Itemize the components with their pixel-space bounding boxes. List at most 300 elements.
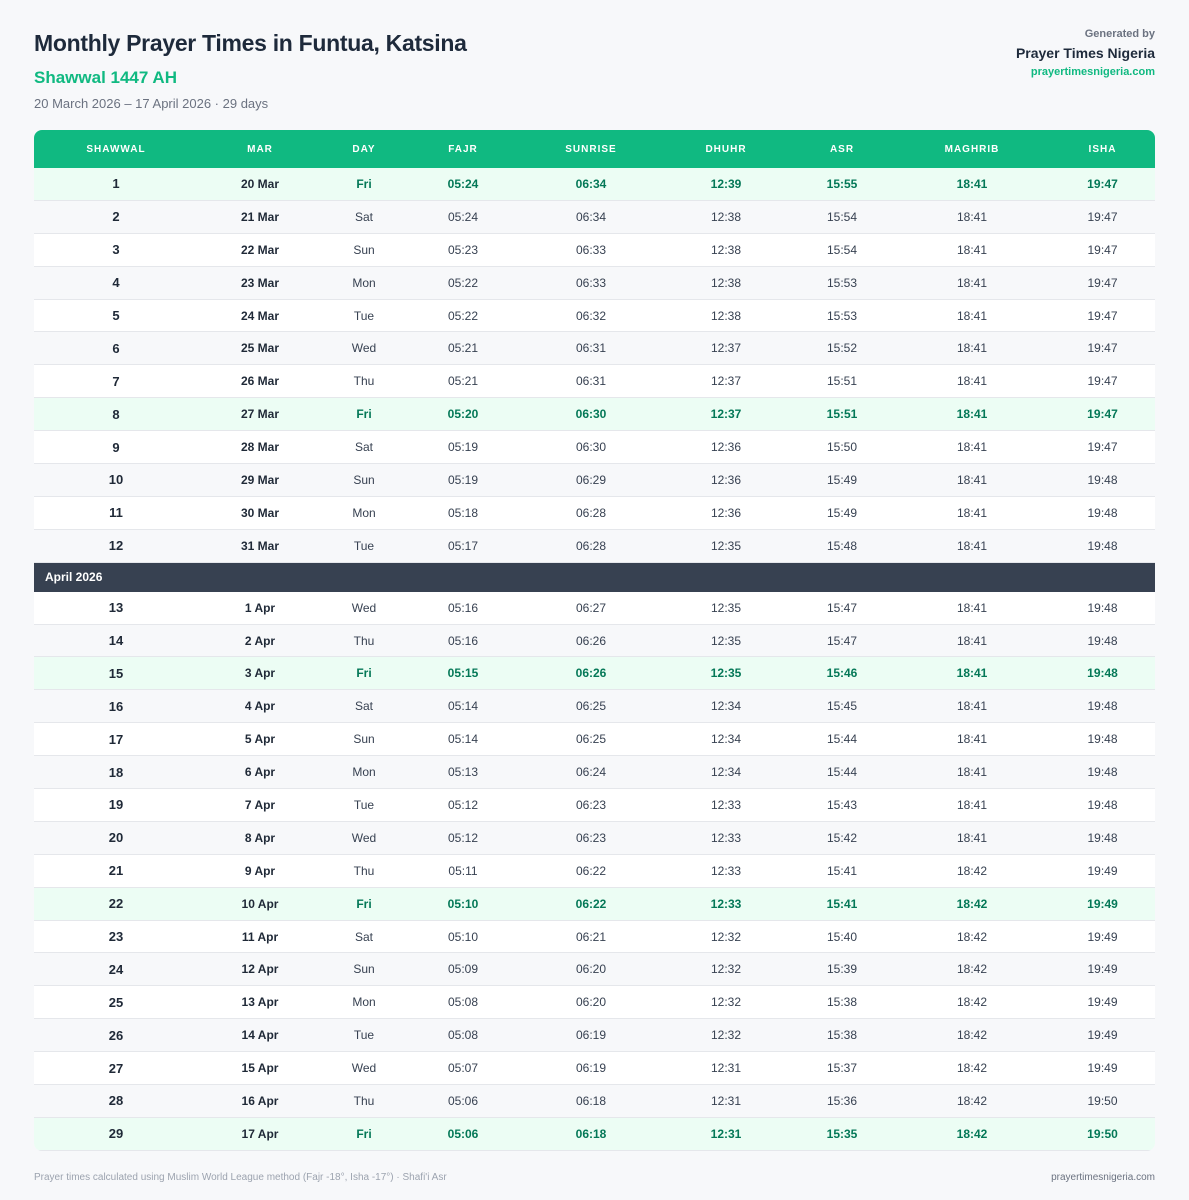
weekday-cell: Thu (353, 1093, 375, 1108)
isha-time-cell: 19:48 (1087, 505, 1118, 520)
shawwal-day-cell: 25 (108, 994, 124, 1010)
dhuhr-time-cell: 12:33 (710, 863, 742, 878)
gregorian-date-cell: 22 Mar (240, 242, 280, 257)
maghrib-time-cell: 18:41 (956, 472, 988, 487)
asr-time-cell: 15:44 (826, 732, 858, 747)
fajr-time-cell: 05:24 (447, 209, 479, 224)
fajr-time-cell: 05:24 (447, 176, 479, 191)
maghrib-time-cell: 18:41 (956, 505, 988, 520)
isha-time-cell: 19:47 (1087, 275, 1118, 290)
weekday-cell: Sat (354, 440, 373, 455)
brand-name: Prayer Times Nigeria (1015, 45, 1155, 61)
table-row (34, 234, 1155, 267)
fajr-time-cell: 05:06 (447, 1093, 479, 1108)
maghrib-time-cell: 18:41 (956, 176, 988, 191)
isha-time-cell: 19:49 (1087, 1061, 1118, 1076)
hijri-month-subtitle: Shawwal 1447 AH (34, 68, 177, 87)
dhuhr-time-cell: 12:36 (710, 440, 742, 455)
table-row (34, 592, 1155, 625)
asr-time-cell: 15:53 (826, 308, 858, 323)
maghrib-time-cell: 18:42 (956, 929, 988, 944)
dhuhr-time-cell: 12:35 (710, 633, 742, 648)
column-header-sunrise: SUNRISE (565, 143, 617, 155)
weekday-cell: Mon (352, 765, 376, 780)
isha-time-cell: 19:47 (1087, 209, 1118, 224)
maghrib-time-cell: 18:42 (956, 1093, 988, 1108)
asr-time-cell: 15:43 (826, 797, 858, 812)
asr-time-cell: 15:36 (826, 1093, 858, 1108)
generated-by-block (1016, 28, 1155, 78)
weekday-cell: Fri (356, 407, 372, 422)
asr-time-cell: 15:41 (826, 896, 858, 911)
gregorian-date-cell: 20 Mar (240, 176, 280, 191)
shawwal-day-cell: 21 (108, 863, 124, 879)
column-header-maghrib: MAGHRIB (944, 143, 1000, 155)
shawwal-day-cell: 5 (112, 308, 120, 323)
asr-time-cell: 15:55 (826, 176, 858, 191)
gregorian-date-cell: 30 Mar (240, 505, 280, 520)
dhuhr-time-cell: 12:37 (710, 407, 742, 422)
dhuhr-time-cell: 12:33 (710, 830, 742, 845)
isha-time-cell: 19:47 (1087, 176, 1118, 191)
table-row (34, 1019, 1155, 1052)
isha-time-cell: 19:48 (1087, 830, 1118, 845)
isha-time-cell: 19:48 (1087, 538, 1118, 553)
dhuhr-time-cell: 12:34 (710, 732, 742, 747)
table-row (34, 168, 1155, 201)
isha-time-cell: 19:48 (1087, 472, 1118, 487)
gregorian-date-cell: 15 Apr (241, 1061, 279, 1076)
isha-time-cell: 19:47 (1087, 440, 1118, 455)
dhuhr-time-cell: 12:35 (710, 538, 742, 553)
table-row (34, 201, 1155, 234)
maghrib-time-cell: 18:41 (956, 797, 988, 812)
fajr-time-cell: 05:11 (448, 863, 478, 878)
weekday-cell: Tue (353, 308, 375, 323)
asr-time-cell: 15:40 (826, 929, 858, 944)
maghrib-time-cell: 18:41 (956, 732, 988, 747)
fajr-time-cell: 05:16 (447, 600, 479, 615)
fajr-time-cell: 05:07 (447, 1061, 479, 1076)
asr-time-cell: 15:54 (826, 209, 858, 224)
dhuhr-time-cell: 12:38 (710, 242, 742, 257)
table-row (34, 986, 1155, 1019)
sunrise-time-cell: 06:30 (575, 407, 607, 422)
gregorian-date-cell: 3 Apr (244, 666, 276, 681)
fajr-time-cell: 05:09 (447, 962, 479, 977)
weekday-cell: Mon (352, 995, 376, 1010)
gregorian-date-cell: 11 Apr (241, 929, 279, 944)
weekday-cell: Sat (354, 209, 373, 224)
weekday-cell: Sun (353, 732, 375, 747)
shawwal-day-cell: 15 (108, 665, 124, 681)
isha-time-cell: 19:50 (1087, 1093, 1118, 1108)
dhuhr-time-cell: 12:33 (710, 896, 742, 911)
asr-time-cell: 15:38 (826, 1028, 858, 1043)
dhuhr-time-cell: 12:33 (710, 797, 742, 812)
shawwal-day-cell: 8 (112, 406, 120, 422)
table-row (34, 723, 1155, 756)
fajr-time-cell: 05:14 (447, 699, 479, 714)
sunrise-time-cell: 06:34 (575, 176, 607, 191)
shawwal-day-cell: 13 (108, 600, 124, 616)
fajr-time-cell: 05:13 (447, 765, 479, 780)
maghrib-time-cell: 18:41 (956, 242, 988, 257)
column-header-asr: ASR (829, 143, 855, 155)
maghrib-time-cell: 18:42 (956, 962, 988, 977)
sunrise-time-cell: 06:26 (575, 666, 607, 681)
asr-time-cell: 15:35 (826, 1126, 858, 1141)
table-row (34, 657, 1155, 690)
brand-url-link[interactable]: prayertimesnigeria.com (1030, 66, 1155, 78)
isha-time-cell: 19:48 (1087, 600, 1118, 615)
fajr-time-cell: 05:19 (447, 440, 479, 455)
footer-url-link[interactable]: prayertimesnigeria.com (1051, 1172, 1155, 1183)
shawwal-day-cell: 14 (108, 633, 124, 649)
gregorian-date-cell: 5 Apr (244, 732, 276, 747)
shawwal-day-cell: 9 (112, 439, 120, 455)
shawwal-day-cell: 2 (112, 209, 120, 225)
page-title: Monthly Prayer Times in Funtua, Katsina (34, 30, 467, 56)
dhuhr-time-cell: 12:32 (710, 995, 742, 1010)
table-row (34, 789, 1155, 822)
asr-time-cell: 15:42 (826, 830, 858, 845)
dhuhr-time-cell: 12:38 (710, 209, 742, 224)
dhuhr-time-cell: 12:32 (710, 962, 742, 977)
shawwal-day-cell: 11 (109, 505, 123, 521)
isha-time-cell: 19:49 (1087, 962, 1118, 977)
dhuhr-time-cell: 12:32 (710, 929, 742, 944)
weekday-cell: Mon (352, 505, 376, 520)
column-header-day: DAY (352, 143, 376, 155)
gregorian-date-cell: 31 Mar (240, 538, 280, 553)
gregorian-date-cell: 23 Mar (240, 275, 280, 290)
table-row (34, 398, 1155, 431)
table-row (34, 464, 1155, 497)
dhuhr-time-cell: 12:32 (710, 1028, 742, 1043)
maghrib-time-cell: 18:41 (956, 633, 988, 648)
shawwal-day-cell: 18 (108, 764, 124, 780)
fajr-time-cell: 05:08 (447, 995, 479, 1010)
isha-time-cell: 19:49 (1087, 995, 1118, 1010)
maghrib-time-cell: 18:41 (956, 600, 988, 615)
shawwal-day-cell: 10 (108, 472, 124, 488)
dhuhr-time-cell: 12:35 (710, 666, 742, 681)
gregorian-date-cell: 2 Apr (244, 633, 276, 648)
table-row (34, 332, 1155, 365)
fajr-time-cell: 05:16 (447, 633, 479, 648)
sunrise-time-cell: 06:30 (575, 440, 607, 455)
shawwal-day-cell: 27 (108, 1060, 124, 1076)
shawwal-day-cell: 29 (108, 1126, 124, 1142)
sunrise-time-cell: 06:18 (575, 1093, 607, 1108)
dhuhr-time-cell: 12:39 (710, 176, 742, 191)
generated-by-label: Generated by (1084, 28, 1155, 40)
table-row (34, 300, 1155, 333)
isha-time-cell: 19:47 (1087, 341, 1118, 356)
gregorian-date-cell: 17 Apr (241, 1126, 279, 1141)
dhuhr-time-cell: 12:31 (710, 1093, 742, 1108)
weekday-cell: Fri (356, 1126, 372, 1141)
asr-time-cell: 15:51 (826, 407, 858, 422)
sunrise-time-cell: 06:25 (575, 732, 607, 747)
shawwal-day-cell: 7 (112, 373, 120, 389)
table-row (34, 855, 1155, 888)
page-header (34, 28, 1155, 118)
maghrib-time-cell: 18:42 (956, 1028, 988, 1043)
gregorian-date-cell: 12 Apr (241, 962, 279, 977)
sunrise-time-cell: 06:23 (575, 797, 607, 812)
table-row (34, 1118, 1155, 1151)
shawwal-day-cell: 3 (112, 242, 120, 258)
isha-time-cell: 19:48 (1087, 765, 1118, 780)
sunrise-time-cell: 06:23 (575, 830, 607, 845)
weekday-cell: Sat (354, 699, 373, 714)
weekday-cell: Thu (353, 374, 375, 389)
maghrib-time-cell: 18:41 (956, 308, 988, 323)
asr-time-cell: 15:50 (826, 440, 858, 455)
asr-time-cell: 15:41 (826, 863, 858, 878)
column-header-fajr: FAJR (448, 143, 478, 155)
sunrise-time-cell: 06:28 (575, 538, 607, 553)
sunrise-time-cell: 06:28 (575, 505, 607, 520)
fajr-time-cell: 05:08 (447, 1028, 479, 1043)
gregorian-date-cell: 7 Apr (244, 797, 276, 812)
fajr-time-cell: 05:10 (447, 929, 479, 944)
isha-time-cell: 19:49 (1087, 929, 1118, 944)
isha-time-cell: 19:47 (1087, 308, 1118, 323)
asr-time-cell: 15:37 (826, 1061, 858, 1076)
sunrise-time-cell: 06:20 (575, 995, 607, 1010)
maghrib-time-cell: 18:42 (956, 1126, 988, 1141)
maghrib-time-cell: 18:41 (956, 407, 988, 422)
gregorian-date-cell: 29 Mar (240, 472, 280, 487)
weekday-cell: Sun (353, 242, 375, 257)
dhuhr-time-cell: 12:34 (710, 699, 742, 714)
weekday-cell: Fri (356, 176, 372, 191)
shawwal-day-cell: 1 (112, 176, 120, 192)
fajr-time-cell: 05:22 (447, 275, 479, 290)
isha-time-cell: 19:49 (1087, 1028, 1118, 1043)
fajr-time-cell: 05:21 (447, 374, 479, 389)
asr-time-cell: 15:39 (826, 962, 858, 977)
shawwal-day-cell: 20 (108, 830, 124, 846)
table-row (34, 530, 1155, 563)
table-row (34, 953, 1155, 986)
fajr-time-cell: 05:22 (447, 308, 479, 323)
gregorian-date-cell: 14 Apr (241, 1028, 279, 1043)
prayer-times-table (34, 130, 1155, 1151)
weekday-cell: Sun (353, 472, 375, 487)
fajr-time-cell: 05:20 (447, 407, 479, 422)
sunrise-time-cell: 06:26 (575, 633, 607, 648)
table-row (34, 497, 1155, 530)
weekday-cell: Sun (353, 962, 375, 977)
asr-time-cell: 15:47 (826, 633, 858, 648)
fajr-time-cell: 05:10 (447, 896, 479, 911)
column-header-isha: ISHA (1088, 143, 1117, 155)
maghrib-time-cell: 18:41 (956, 699, 988, 714)
isha-time-cell: 19:48 (1087, 699, 1118, 714)
column-header-mar: MAR (247, 143, 273, 155)
sunrise-time-cell: 06:22 (575, 896, 607, 911)
table-row (34, 431, 1155, 464)
weekday-cell: Mon (352, 275, 376, 290)
dhuhr-time-cell: 12:36 (710, 472, 742, 487)
sunrise-time-cell: 06:34 (575, 209, 607, 224)
fajr-time-cell: 05:19 (447, 472, 479, 487)
shawwal-day-cell: 4 (112, 275, 120, 291)
fajr-time-cell: 05:12 (447, 830, 479, 845)
asr-time-cell: 15:45 (826, 699, 858, 714)
maghrib-time-cell: 18:41 (956, 341, 988, 356)
table-row (34, 756, 1155, 789)
maghrib-time-cell: 18:41 (956, 275, 988, 290)
weekday-cell: Thu (353, 633, 375, 648)
dhuhr-time-cell: 12:31 (710, 1126, 742, 1141)
sunrise-time-cell: 06:19 (575, 1061, 607, 1076)
gregorian-date-cell: 10 Apr (241, 896, 279, 911)
gregorian-date-cell: 21 Mar (240, 209, 280, 224)
weekday-cell: Sat (354, 929, 373, 944)
shawwal-day-cell: 12 (108, 538, 124, 554)
sunrise-time-cell: 06:33 (575, 242, 607, 257)
isha-time-cell: 19:48 (1087, 732, 1118, 747)
weekday-cell: Wed (351, 600, 377, 615)
isha-time-cell: 19:50 (1087, 1126, 1118, 1141)
fajr-time-cell: 05:21 (447, 341, 479, 356)
maghrib-time-cell: 18:42 (956, 863, 988, 878)
shawwal-day-cell: 19 (108, 797, 124, 813)
sunrise-time-cell: 06:22 (575, 863, 607, 878)
sunrise-time-cell: 06:33 (575, 275, 607, 290)
column-header-dhuhr: DHUHR (705, 143, 747, 155)
sunrise-time-cell: 06:27 (575, 600, 607, 615)
maghrib-time-cell: 18:41 (956, 440, 988, 455)
weekday-cell: Fri (356, 666, 372, 681)
shawwal-day-cell: 24 (108, 961, 124, 977)
table-row (34, 888, 1155, 921)
fajr-time-cell: 05:14 (447, 732, 479, 747)
maghrib-time-cell: 18:42 (956, 896, 988, 911)
sunrise-time-cell: 06:29 (575, 472, 607, 487)
dhuhr-time-cell: 12:37 (710, 341, 742, 356)
weekday-cell: Tue (353, 1028, 375, 1043)
sunrise-time-cell: 06:20 (575, 962, 607, 977)
gregorian-date-cell: 6 Apr (244, 765, 276, 780)
dhuhr-time-cell: 12:35 (710, 600, 742, 615)
table-row (34, 1085, 1155, 1118)
asr-time-cell: 15:47 (826, 600, 858, 615)
fajr-time-cell: 05:23 (447, 242, 479, 257)
asr-time-cell: 15:51 (826, 374, 858, 389)
shawwal-day-cell: 26 (108, 1027, 124, 1043)
maghrib-time-cell: 18:42 (956, 995, 988, 1010)
month-separator: April 2026 (34, 563, 1155, 592)
isha-time-cell: 19:49 (1087, 896, 1118, 911)
asr-time-cell: 15:49 (826, 505, 858, 520)
fajr-time-cell: 05:17 (447, 538, 479, 553)
shawwal-day-cell: 6 (112, 340, 120, 356)
asr-time-cell: 15:49 (826, 472, 858, 487)
weekday-cell: Wed (351, 341, 377, 356)
maghrib-time-cell: 18:41 (956, 209, 988, 224)
gregorian-date-cell: 24 Mar (240, 308, 280, 323)
weekday-cell: Wed (351, 830, 377, 845)
isha-time-cell: 19:48 (1087, 797, 1118, 812)
gregorian-date-cell: 4 Apr (244, 699, 276, 714)
shawwal-day-cell: 22 (108, 896, 124, 912)
shawwal-day-cell: 17 (108, 731, 124, 747)
dhuhr-time-cell: 12:34 (710, 765, 742, 780)
maghrib-time-cell: 18:41 (956, 830, 988, 845)
sunrise-time-cell: 06:19 (575, 1028, 607, 1043)
gregorian-date-cell: 13 Apr (241, 995, 279, 1010)
isha-time-cell: 19:49 (1087, 863, 1118, 878)
gregorian-date-cell: 28 Mar (240, 440, 280, 455)
maghrib-time-cell: 18:41 (956, 374, 988, 389)
dhuhr-time-cell: 12:38 (710, 308, 742, 323)
asr-time-cell: 15:38 (826, 995, 858, 1010)
sunrise-time-cell: 06:21 (575, 929, 607, 944)
weekday-cell: Tue (353, 538, 375, 553)
gregorian-date-cell: 16 Apr (241, 1093, 279, 1108)
calculation-note: Prayer times calculated using Muslim World League method (Fajr -18°, Isha -17°) · Shafi'i Asr (34, 1172, 447, 1183)
weekday-cell: Thu (353, 863, 375, 878)
table-row (34, 1052, 1155, 1085)
march-rows (34, 168, 1155, 563)
dhuhr-time-cell: 12:36 (710, 505, 742, 520)
column-header-shawwal: SHAWWAL (86, 143, 146, 155)
table-row (34, 690, 1155, 723)
gregorian-date-cell: 26 Mar (240, 374, 280, 389)
maghrib-time-cell: 18:41 (956, 666, 988, 681)
sunrise-time-cell: 06:25 (575, 699, 607, 714)
weekday-cell: Wed (351, 1061, 377, 1076)
gregorian-date-cell: 1 Apr (244, 600, 276, 615)
shawwal-day-cell: 28 (108, 1093, 124, 1109)
table-row (34, 365, 1155, 398)
dhuhr-time-cell: 12:31 (710, 1061, 742, 1076)
asr-time-cell: 15:44 (826, 765, 858, 780)
sunrise-time-cell: 06:18 (575, 1126, 607, 1141)
sunrise-time-cell: 06:31 (575, 374, 607, 389)
sunrise-time-cell: 06:24 (575, 765, 607, 780)
gregorian-date-cell: 27 Mar (240, 407, 280, 422)
dhuhr-time-cell: 12:37 (710, 374, 742, 389)
gregorian-date-cell: 9 Apr (244, 863, 276, 878)
table-header-row (34, 130, 1155, 168)
sunrise-time-cell: 06:32 (575, 308, 607, 323)
asr-time-cell: 15:53 (826, 275, 858, 290)
gregorian-date-cell: 25 Mar (240, 341, 280, 356)
date-range: 20 March 2026 – 17 April 2026 · 29 days (34, 96, 269, 111)
table-row (34, 921, 1155, 954)
isha-time-cell: 19:47 (1087, 407, 1118, 422)
asr-time-cell: 15:48 (826, 538, 858, 553)
april-rows (34, 592, 1155, 1151)
fajr-time-cell: 05:06 (447, 1126, 479, 1141)
shawwal-day-cell: 23 (108, 929, 124, 945)
dhuhr-time-cell: 12:38 (710, 275, 742, 290)
table-row (34, 267, 1155, 300)
isha-time-cell: 19:47 (1087, 242, 1118, 257)
fajr-time-cell: 05:12 (447, 797, 479, 812)
fajr-time-cell: 05:15 (447, 666, 479, 681)
sunrise-time-cell: 06:31 (575, 341, 607, 356)
table-row (34, 625, 1155, 658)
gregorian-date-cell: 8 Apr (244, 830, 276, 845)
